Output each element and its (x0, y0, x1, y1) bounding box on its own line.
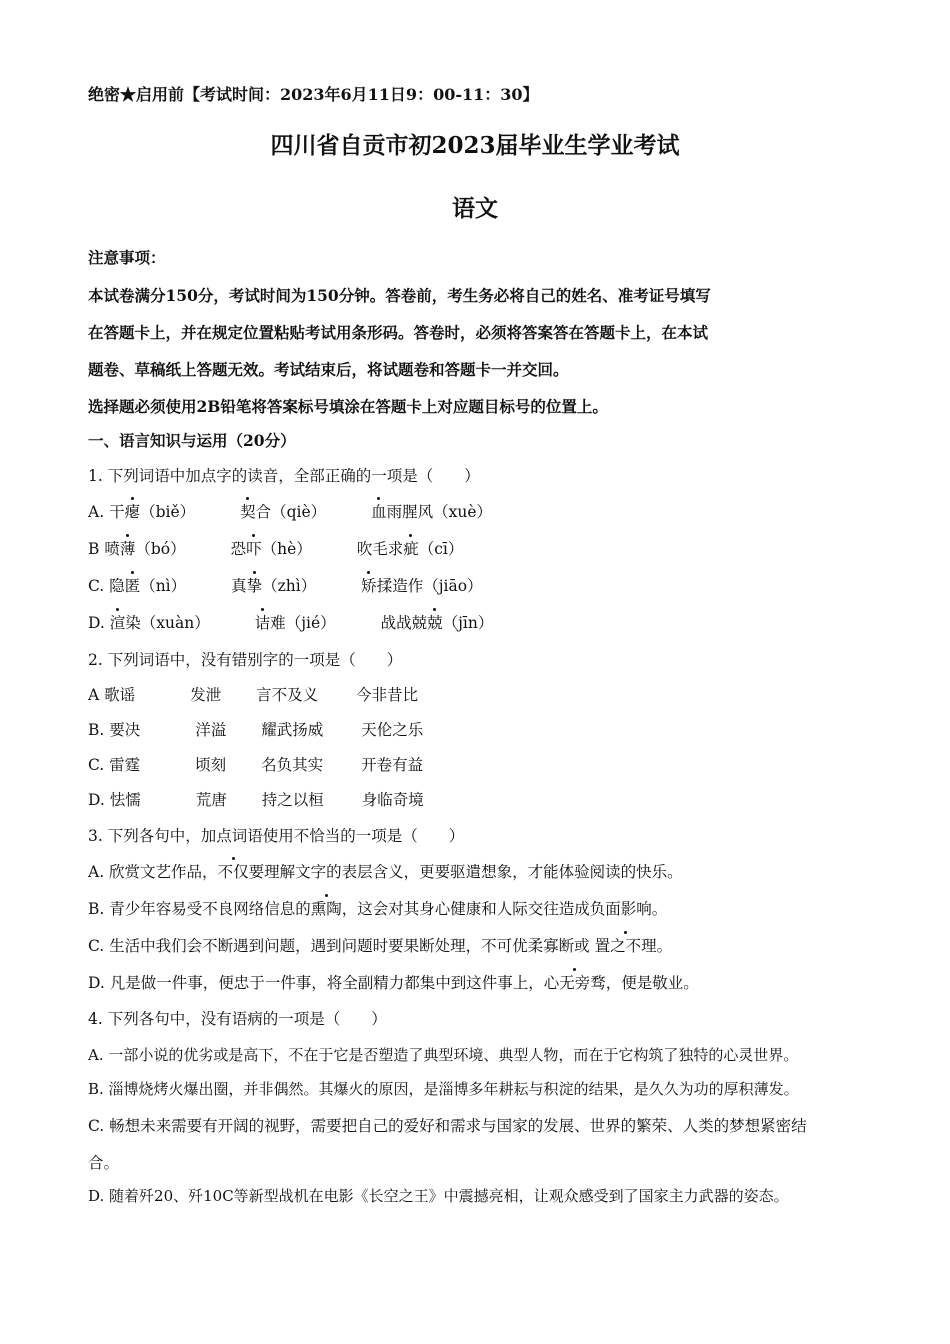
notes-line: 题卷、草稿纸上答题无效。考试结束后，将试题卷和答题卡一并交回。 (88, 360, 569, 379)
word-group (357, 537, 464, 559)
option-label: D. (88, 614, 110, 632)
dotted-char: 诘 (255, 611, 271, 633)
pinyin: （xuàn） (140, 614, 210, 632)
dotted-char: 契 (240, 500, 256, 522)
pinyin: （biě） (140, 503, 196, 521)
sentence-text: C. 生活中我们会不断遇到问题，遇到问题时要果断处理，不可优柔寡断或 (88, 937, 595, 955)
q3-option-c (88, 934, 672, 956)
pinyin: （jiāo） (423, 577, 483, 595)
option-word: 身临奇境 (361, 791, 424, 809)
exam-title: 四川省自贡市初2023届毕业生学业考试 (270, 132, 680, 159)
sentence-text: A. 欣赏文艺作品， (88, 863, 218, 881)
dotted-word: 心无旁骛 (544, 971, 606, 993)
dotted-char: 吓 (246, 537, 262, 559)
word-text: 难 (270, 614, 286, 632)
dotted-char: 瘪 (125, 500, 141, 522)
option-label: A (88, 686, 105, 704)
dotted-char: 兢 (427, 611, 443, 633)
sentence-text: ，便是敬业。 (605, 974, 699, 992)
sentence-text: ，这会对其身心健康和人际交往造成负面影响。 (341, 900, 668, 918)
option-word: 言不及义 (256, 686, 319, 704)
word-text: 恐 (230, 540, 247, 558)
q1-option-d (88, 611, 493, 633)
word-group (361, 574, 482, 596)
dotted-char: 挚 (247, 574, 263, 596)
option-label: C. (88, 756, 110, 774)
option-word: 怯懦 (109, 791, 141, 809)
word-text: 合 (255, 503, 272, 521)
word-group (371, 500, 492, 522)
dotted-char: 矫 (361, 574, 377, 596)
q4-option-c-cont: 合。 (88, 1154, 120, 1172)
option-word: 荒唐 (195, 791, 227, 809)
sentence-text: 。 (656, 937, 673, 955)
option-word: 洋溢 (195, 721, 227, 739)
q4-option-a: A. 一部小说的优劣或是高下，不在于它是否塑造了典型环境、典型人物，而在于它构筑了独特的心灵世界。 (88, 1046, 799, 1064)
option-word: 天伦之乐 (361, 721, 424, 739)
pinyin: （hè） (261, 540, 312, 558)
dotted-word: 不仅 (218, 860, 249, 882)
dotted-word: 熏陶 (311, 897, 342, 919)
word-text: 隐 (109, 577, 125, 595)
option-word: 开卷有益 (361, 756, 424, 774)
q3-stem: 3. 下列各句中，加点词语使用不恰当的一项是（ ） (88, 827, 465, 845)
pinyin: （cī） (418, 540, 464, 558)
option-word: 耀武扬威 (261, 721, 324, 739)
q3-option-b (88, 897, 667, 919)
q4-stem: 4. 下列各句中，没有语病的一项是（ ） (88, 1010, 387, 1028)
pinyin: （jié） (285, 614, 336, 632)
sentence-text: 要理解文字的表层含义，更要驱遣想象，才能体验阅读的快乐。 (248, 863, 683, 881)
q2-option-d (88, 788, 424, 810)
confidential-note: 绝密★启用前【考试时间：2023年6月11日9：00-11：30】 (88, 85, 539, 104)
option-word: 今非昔比 (356, 686, 419, 704)
q2-stem: 2. 下列词语中，没有错别字的一项是（ ） (88, 651, 403, 669)
word-group (231, 574, 316, 596)
word-group (255, 611, 336, 633)
q1-stem: 1. 下列词语中加点字的读音，全部正确的一项是（ ） (88, 467, 480, 485)
section-heading: 一、语言知识与运用（20分） (88, 431, 296, 450)
word-group (231, 537, 312, 559)
word-group (381, 611, 494, 633)
pinyin: （jīn） (442, 614, 494, 632)
notes-heading: 注意事项： (88, 248, 166, 267)
q1-option-b (88, 537, 463, 559)
dotted-char: 血 (371, 500, 387, 522)
option-word: 雷霆 (109, 756, 141, 774)
q2-option-c (88, 753, 423, 775)
option-word: 歌谣 (104, 686, 136, 704)
sentence-text: B. 青少年容易受不良网络信息的 (88, 900, 311, 918)
pinyin: （xuè） (433, 503, 493, 521)
word-text: 真 (231, 577, 247, 595)
q3-option-d (88, 971, 699, 993)
sentence-text: D. 凡是做一件事，便忠于一件事，将全副精力都集中到这件事上， (88, 974, 544, 992)
option-word: 持之以桓 (261, 791, 324, 809)
option-word: 发泄 (190, 686, 222, 704)
word-text: 战战兢 (380, 614, 428, 632)
word-text: 染 (125, 614, 141, 632)
dotted-word: 置之不理 (595, 934, 657, 956)
option-label: D. (88, 791, 110, 809)
q4-option-b: B. 淄博烧烤火爆出圈，并非偶然。其爆火的原因，是淄博多年耕耘与积淀的结果，是久久为功的厚积薄发。 (88, 1080, 799, 1098)
option-label: A. (88, 503, 110, 521)
pinyin: （nì） (140, 577, 187, 595)
notes-line: 选择题必须使用2B铅笔将答案标号填涂在答题卡上对应题目标号的位置上。 (88, 397, 608, 416)
word-text: 干 (109, 503, 125, 521)
q1-option-c (88, 574, 483, 596)
pinyin: （bó） (135, 540, 186, 558)
q4-option-c: C. 畅想未来需要有开阔的视野，需要把自己的爱好和需求与国家的发展、世界的繁荣、人类的梦想紧密结 (88, 1117, 807, 1135)
dotted-char: 渲 (110, 611, 126, 633)
option-word: 名负其实 (261, 756, 324, 774)
option-label: B. (88, 721, 110, 739)
subject-title: 语文 (452, 195, 498, 222)
option-label: B (88, 540, 105, 558)
word-group (240, 500, 326, 522)
option-word: 要决 (109, 721, 141, 739)
dotted-char: 疵 (403, 537, 419, 559)
q1-option-a (88, 500, 492, 522)
word-text: 喷 (104, 540, 120, 558)
word-text: 雨腥风 (386, 503, 434, 521)
q3-option-a (88, 860, 683, 882)
word-text: 揉造作 (376, 577, 424, 595)
q4-option-d: D. 随着歼20、歼10C等新型战机在电影《长空之王》中震撼亮相，让观众感受到了国家主力武器的姿态。 (88, 1187, 789, 1205)
option-word: 顷刻 (195, 756, 227, 774)
notes-line: 在答题卡上，并在规定位置粘贴考试用条形码。答卷时，必须将答案答在答题卡上，在本试 (88, 323, 709, 342)
option-label: C. (88, 577, 110, 595)
word-text: 吹毛求 (356, 540, 404, 558)
notes-line: 本试卷满分150分，考试时间为150分钟。答卷前，考生务必将自己的姓名、准考证号填写 (88, 286, 711, 305)
q2-option-b (88, 718, 423, 740)
pinyin: （qiè） (271, 503, 327, 521)
pinyin: （zhì） (262, 577, 317, 595)
q2-option-a (88, 683, 418, 705)
dotted-char: 匿 (125, 574, 141, 596)
dotted-char: 薄 (120, 537, 136, 559)
